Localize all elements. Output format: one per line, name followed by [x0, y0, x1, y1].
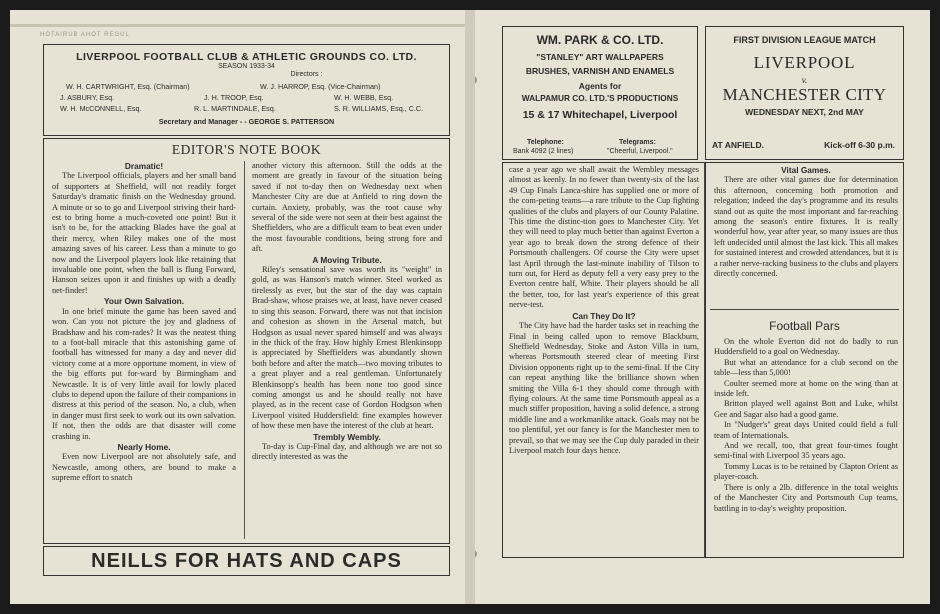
- subheading: Vital Games.: [781, 165, 831, 175]
- paragraph: Even now Liverpool are not absolutely safe, and Newcastle, among others, are bound to make a supreme effort to snatch: [52, 452, 236, 483]
- vital-games-column: [714, 165, 898, 305]
- top-strip: [10, 24, 465, 27]
- paragraph: To-day is Cup-Final day, and although we are not so directly interested as was the: [252, 441, 442, 462]
- match-venue: AT ANFIELD.: [712, 140, 764, 150]
- vital-games-box: [705, 162, 904, 558]
- subheading: Trembly Wembly.: [313, 431, 381, 442]
- director: W. J. HARROP, Esq. (Vice-Chairman): [260, 82, 381, 91]
- paragraph: case a year ago we shall await the Wembley messages almost as keenly. In no fewer than twenty-six of the last 49 Cup Finals Lanca-shire has supplied one or more of the com-peting teams—a rare tribute to the Cup fighting qualities of the clubs and players of our County Palatine. This time the distinc-tion goes to Manchester City. Yet they will need to play much better than against Everton a year ago to break down the strong defence of their Portsmouth challengers. Of course the City were upset last April through the last-minute inability of Tilson to turn out, for Herd as deputy fell a very easy prey to the Everton centre half, White. Their players should be all the better, too, for last year's experience of this great nerve-test.: [509, 165, 699, 310]
- park-agents-for: WALPAMUR CO. LTD.'S PRODUCTIONS: [521, 93, 679, 103]
- league-match-box: [705, 26, 904, 160]
- subheading: Dramatic!: [124, 161, 164, 171]
- match-heading: FIRST DIVISION LEAGUE MATCH: [733, 35, 876, 45]
- park-line-2: BRUSHES, VARNISH AND ENAMELS: [525, 66, 675, 76]
- match-home-team: LIVERPOOL: [753, 53, 856, 72]
- football-pars-title: Football Pars: [769, 319, 840, 333]
- club-title: LIVERPOOL FOOTBALL CLUB & ATHLETIC GROUNDS CO. LTD.: [76, 51, 417, 63]
- editors-note-title: EDITOR'S NOTE BOOK: [171, 142, 322, 157]
- subheading: Can They Do It?: [572, 310, 636, 321]
- editors-column-2: [252, 161, 442, 541]
- director: J. ASBURY, Esq.: [60, 93, 115, 102]
- park-tel-value: Bank 4092 (2 lines): [513, 148, 574, 155]
- park-tel-label: Telephone:: [527, 139, 564, 146]
- subheading: Nearly Home.: [117, 441, 171, 452]
- match-kickoff: Kick-off 6-30 p.m.: [824, 140, 895, 150]
- park-address: 15 & 17 Whitechapel, Liverpool: [522, 109, 678, 121]
- match-vs: v.: [801, 75, 808, 85]
- article-column: [509, 165, 699, 553]
- paragraph: another victory this afternoon. Still the odds at the moment are greatly in favour of the situation being saved if not to-day then on Wednesday next when Manchester City are due at Anfield to ring down the curtain. Anxiety, probably, was the root cause why several of the side were not seen at their best against the Sheffielders, who are a difficult team to beat even under the most favourable conditions, being strong fore and aft.: [252, 161, 442, 254]
- paragraph: Riley's sensational save was worth its "weight" in gold, as was Hanson's match winner. Steel worked as tirelessly as ever, but the star of the day was captain Brad-shaw, whose praises we, at least, have never ceased to sing this season. Forward, there was not that incision and cohesion as shown in the Arsenal match, but Hodgson as usual never spared himself and was always in the thick of the fray. How highly Ernest Blenkinsopp is appreciated by Sheffielders was abundantly shown both before and after the match—two moving tributes to a great player and a real gentleman. Unfortunately Blenkinsopp's health has been none too good since coming amongst us and he should really not have played, as in the recent case of Gordon Hodgson when Liverpool visited Huddersfield: fine examples however of how these men have the interest of the club at heart.: [252, 265, 442, 431]
- book-gutter: [465, 10, 475, 604]
- football-par: Britton played well against Bott and Luke, whilst Gee and Sagar also had a good game.: [714, 399, 898, 419]
- football-par: On the whole Everton did not do badly to run Huddersfield to a goal on Wednesday.: [714, 337, 898, 357]
- paragraph: There are other vital games due for determination this afternoon, concerning both promotion and relegation; indeed the day's programme and its results stand out as quite the most important and far-reaching among the season's entire fixtures. It is really wonderful how, year after year, so many issues are thus left undecided until almost the last kick. This all makes for sustained interest and crowded attendances, but it is a rather nerve-racking business to the clubs and players directly concerned.: [714, 175, 898, 279]
- paragraph: The Liverpool officials, players and her small band of supporters at Sheffield, will not readily forget Saturday's dramatic finish on the Wednesday ground. A minute or so to go and Liverpool striving their hard-est to bring home a much-coveted one point! But it isn't to be, for the attacking Blades have the goal at their mercy, when Riley makes one of the most amazing saves of his career. Less than a minute to go now and the Liverpool players look like retaining that invaluable one point, when the ball is flung Forward, Hanson seizes upon it and finishes up with a deadly net-finder!: [52, 171, 236, 295]
- directors-row-1: [66, 82, 190, 91]
- football-par: Coulter seemed more at home on the wing than at inside left.: [714, 378, 898, 399]
- neills-advert-text: NEILLS FOR HATS AND CAPS: [91, 550, 402, 572]
- park-name: WM. PARK & CO. LTD.: [536, 33, 664, 47]
- section-divider: [710, 309, 899, 310]
- paragraph: In one brief minute the game has been saved and won. Can you not picture the joy and gladness of Bradshaw and his com-rades? It was the neatest thing to a foot-ball miracle that this astonishing game of football has witnessed for many a day and never did victory come at a more opportune moment, in view of the big efforts put for-ward by Birmingham and Newcastle. It is of very little avail for lowly placed clubs to depend upon the failure of their companions in distress at this period of the season. No, a club, when in danger must first seek to work out its own salvation. If not, then the odds are that disaster will come crashing in.: [52, 306, 236, 441]
- column-divider: [244, 161, 245, 539]
- editors-column-1: [52, 161, 236, 541]
- football-pars-column: [714, 337, 898, 555]
- director: W. H. CARTWRIGHT, Esq. (Chairman): [66, 82, 190, 91]
- park-telegrams-value: "Cheerful, Liverpool.": [607, 148, 673, 155]
- editors-note-box: [43, 138, 450, 544]
- football-par: There is only a 2lb. difference in the total weights of the Manchester City and Portsmouth Cup teams, battling in to-day's weighty proposition.: [714, 482, 898, 513]
- right-page: [475, 10, 930, 604]
- directors-label: Directors :: [290, 71, 323, 78]
- club-season: SEASON 1933-34: [218, 63, 275, 70]
- binding-hole: [475, 550, 477, 558]
- match-date: WEDNESDAY NEXT, 2nd MAY: [745, 107, 864, 117]
- neills-advert: [43, 546, 450, 576]
- secretary-line: Secretary and Manager - - GEORGE S. PATTERSON: [158, 117, 335, 126]
- football-par: And we recall, too, that great four-times fought semi-final with Liverpool 35 years ago.: [714, 441, 898, 461]
- paragraph: The City have had the harder tasks set in reaching the Final in being called upon to remove Blackburn, Sheffield Wednesday, Stoke and Aston Villa in turn, whereas Portsmouth steered clear of meeting First Division opponents right up to the semi-final. If the City can repeat anything like the brilliance shown when smiting the Villa 6-1 they should come through with flying colours. At the same time Portsmouth appeal as a much stiffer proposition, having a solid defence, a strong middle line and a workmanlike attack. Goals may not be too plentiful, yet our fancy is for the Manchester men to prevail, so that we may see the Cup duly paraded in their Liverpool match four days hence.: [509, 321, 699, 455]
- top-strip-text: HOTAIRUB AHOT REGUL: [40, 32, 130, 38]
- director: R. L. MARTINDALE, Esq.: [194, 104, 276, 113]
- park-telegrams-label: Telegrams:: [619, 139, 656, 146]
- article-column-box: [502, 162, 705, 558]
- subheading: Your Own Salvation.: [103, 296, 185, 307]
- director: W. H. McCONNELL, Esq.: [60, 104, 142, 113]
- directors-row-1b: [260, 82, 380, 91]
- football-par: In "Nudger's" great days United could field a full team of Internationals.: [714, 420, 898, 440]
- park-agents: Agents for: [578, 81, 622, 91]
- director: S. R. WILLIAMS, Esq., C.C.: [334, 104, 424, 113]
- park-line-1: "STANLEY" ART WALLPAPERS: [536, 52, 664, 62]
- match-away-team: MANCHESTER CITY: [722, 85, 887, 104]
- football-par: Tommy Lucas is to be retained by Clapton Orient as player-coach.: [714, 461, 898, 482]
- binding-hole: [475, 76, 477, 84]
- left-page: [10, 10, 465, 604]
- football-par: But what an attendance for a club second on the table—less than 5,000!: [714, 357, 898, 378]
- club-directors-box: [43, 44, 450, 136]
- director: W. H. WEBB, Esq.: [334, 93, 394, 102]
- wm-park-advert: [502, 26, 698, 160]
- subheading: A Moving Tribute.: [312, 254, 382, 265]
- director: J. H. TROOP, Esq.: [204, 93, 264, 102]
